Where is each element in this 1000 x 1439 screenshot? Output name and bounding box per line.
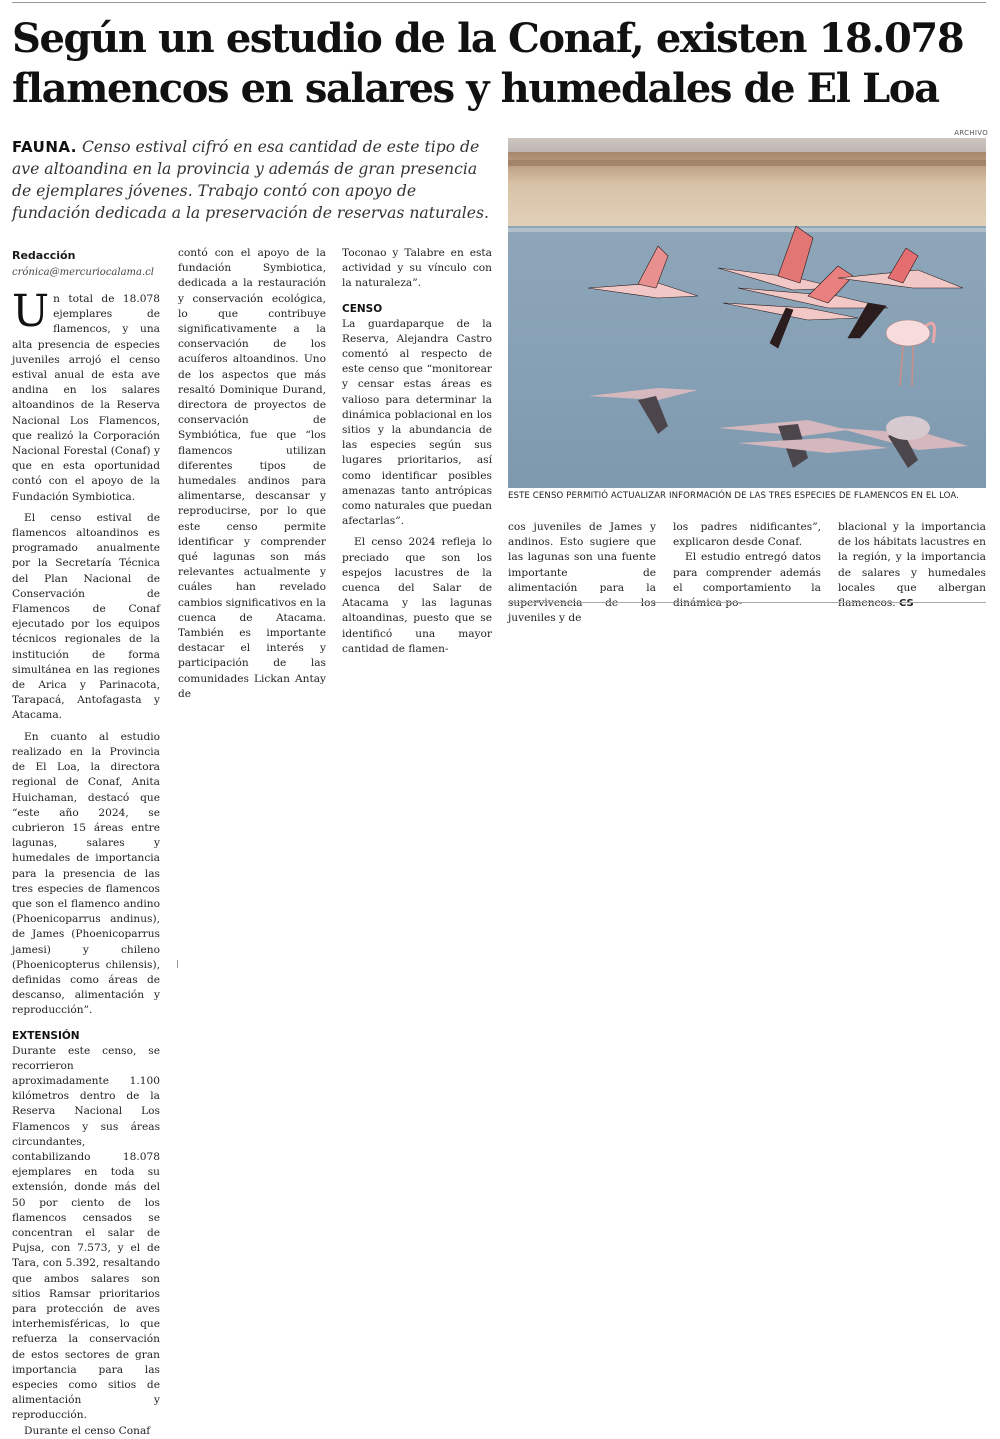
body-column-2 <box>178 246 326 702</box>
paragraph-7-end: los padres nidificantes”, explicaron desde Conaf. <box>673 521 821 549</box>
headline: Según un estudio de la Conaf, existen 18.078 flamencos en salares y humedales de El Loa <box>12 15 964 112</box>
paragraph-2: El censo estival de flamencos altoandinos es programado anualmente por la Secretaría Técnica del Plan Nacional de Conservación de Flamencos de Conaf ejecutado por los equipos técnicos regionales de la institución de forma simultánea en las regiones de Arica y Parinacota, Tarapacá, Antofagasta y Atacama. <box>12 511 160 722</box>
author: Redacción <box>12 249 76 262</box>
photo-credit: ARCHIVO <box>954 129 988 137</box>
author-email: crónica@mercuriocalama.cl <box>12 267 154 278</box>
paragraph-6: La guardaparque de la Reserva, Alejandra Castro comentó al respecto de este censo que “monitorear y censar estas áreas es valioso para determinar la dinámica poblacional en los sitios y la abundancia de las especies según sus lugares prioritarios, así como identificar posibles amenazas tanto antrópicas como naturales que puedan afectarlas”. <box>342 317 492 528</box>
bottom-rule <box>508 602 986 603</box>
lead-paragraph <box>12 136 492 224</box>
body-column-6 <box>838 520 986 611</box>
dropcap: U <box>12 286 50 337</box>
paragraph-1 <box>12 286 160 505</box>
column-divider <box>177 960 178 968</box>
flamingo-photo <box>508 138 986 488</box>
body-column-3 <box>342 246 492 657</box>
paragraph-7-continued: cos juveniles de James y andinos. Esto sugiere que las lagunas son una fuente importante de alimentación para la supervivencia de los juveniles y de <box>508 521 656 625</box>
paragraph-7: El censo 2024 refleja lo preciado que son los espejos lacustres de la cuenca del Salar de Atacama y las lagunas altoandinas, puesto que se identificó una mayor cantidad de flamen- <box>342 536 492 655</box>
paragraph-3: En cuanto al estudio realizado en la Provincia de El Loa, la directora regional de Conaf, Anita Huichaman, destacó que “este año 2024, se cubrieron 15 áreas entre lagunas, salares y humedales de importancia para la presencia de las tres especies de flamencos que son el flamenco andino (Phoenicoparrus andinus), de James (Phoenicoparrus jamesi) y chileno (Phoenicopterus chilensis), definidas como áreas de descanso, alimentación y reproducción”. <box>12 730 160 1017</box>
paragraph-5-continued: contó con el apoyo de la fundación Symbiotica, dedicada a la restauración y conservación ecológica, lo que contribuye significativamente a la conservación de los acuíferos altoandinos. Uno de los aspectos que más resaltó Dominique Durand, directora de proyectos de conservación de Symbiótica, fue que “los flamencos utilizan diferentes tipos de humedales andinos para alimentarse, descansar y reproducirse, por lo que este censo permite identificar y comprender qué lagunas son más relevantes actualmente y cuáles han revelado cambios significativos en la cuenca de Atacama. También es importante destacar el interés y participación de las comunidades Lickan Antay de <box>178 247 326 700</box>
body-column-4 <box>508 520 656 626</box>
paragraph-1-text: n total de 18.078 ejemplares de flamencos, y una alta presencia de especies juveniles arrojó el censo estival anual de esta ave andina en los salares altoandinos de la Reserva Nacional Los Flamencos, que realizó la Corporación Nacional Forestal (Conaf) y que en esta oportunidad contó con el apoyo de la Fundación Symbiotica. <box>12 293 160 503</box>
body-column-5 <box>673 520 821 611</box>
byline <box>12 248 172 280</box>
paragraph-4: Durante este censo, se recorrieron aproximadamente 1.100 kilómetros dentro de la Reserva Nacional Los Flamencos y sus áreas circundantes, contabilizando 18.078 ejemplares en toda su extensión, donde más del 50 por ciento de los flamencos censados se concentran el salar de Pujsa, con 7.573, y el de Tara, con 5.392, resaltando que ambos salares son sitios Ramsar prioritarios para protección de aves interhemisféricas, lo que refuerza la conservación de estos sectores de gran importancia para las especies como sitios de alimentación y reproducción. <box>12 1044 160 1422</box>
photo-caption: ESTE CENSO PERMITIÓ ACTUALIZAR INFORMACIÓN DE LAS TRES ESPECIES DE FLAMENCOS EN EL LOA. <box>508 491 960 501</box>
paragraph-8: El estudio entregó datos para comprender además el comportamiento la dinámica po- <box>673 551 821 610</box>
paragraph-8-end <box>838 520 986 611</box>
end-mark: CS <box>899 598 914 610</box>
paragraph-5-end: Toconao y Talabre en esta actividad y su vínculo con la naturaleza”. <box>342 247 492 290</box>
kicker: FAUNA. <box>12 138 77 156</box>
paragraph-8-end-text: blacional y la importancia de los hábitats lacustres en la región, y la importancia de salares y humedales locales que albergan flamencos. <box>838 521 986 610</box>
top-rule <box>12 2 986 3</box>
paragraph-5-start: Durante el censo Conaf <box>24 1424 151 1437</box>
lead-text: Censo estival cifró en esa cantidad de este tipo de ave altoandina en la provincia y además de gran presencia de ejemplares jóvenes. Trabajo contó con apoyo de fundación dedicada a la preservación de reservas naturales. <box>12 138 489 222</box>
subhead-censo: CENSO <box>342 302 383 315</box>
body-column-1 <box>12 286 160 1439</box>
flamingo-photo-image <box>508 138 986 488</box>
subhead-extension: EXTENSIÓN <box>12 1029 80 1042</box>
